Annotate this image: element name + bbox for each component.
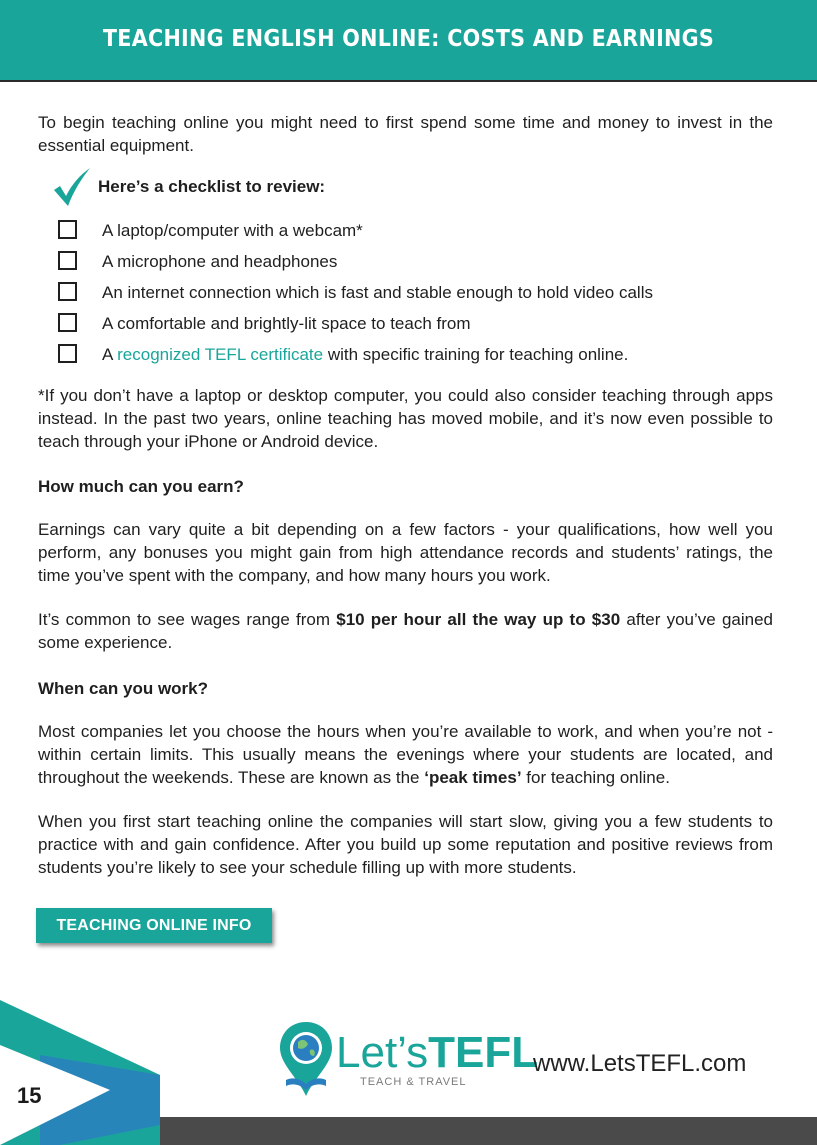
- logo-wordmark: [336, 1030, 538, 1076]
- footnote-paragraph: *If you don’t have a laptop or desktop computer, you could also consider teaching through apps instead. In the past two years, online teaching has moved mobile, and it’s now even possible to teach through your iPhone or Android device.: [38, 386, 773, 451]
- earn-p2-text: It’s common to see wages range from: [38, 610, 337, 629]
- empty-checkbox-icon[interactable]: [58, 313, 77, 332]
- earn-heading: How much can you earn?: [38, 477, 244, 496]
- earn-p2-tail: after you’ve gained some experience.: [38, 610, 773, 652]
- logo-tefl: TEFL: [428, 1028, 539, 1077]
- website-url[interactable]: www.LetsTEFL.com: [533, 1050, 747, 1077]
- page-header: [0, 0, 817, 82]
- empty-checkbox-icon[interactable]: [58, 344, 77, 363]
- earn-paragraph-1: Earnings can vary quite a bit depending on a few factors - your qualifications, how well you perform, any bonuses you might gain from high attendance records and students’ ratings, the time you’ve spent with the company, and how many hours you work.: [38, 520, 773, 585]
- work-p1-text: Most companies let you choose the hours when you’re available to work, and when you’re not - within certain limits. This usually means the evenings where your students are located, and throughout the weekends. These are known as the: [38, 722, 773, 787]
- empty-checkbox-icon[interactable]: [58, 251, 77, 270]
- logo-tagline: TEACH & TRAVEL: [360, 1076, 467, 1088]
- checklist-item-label: An internet connection which is fast and stable enough to hold video calls: [102, 283, 653, 302]
- checklist-title: Here’s a checklist to review:: [98, 177, 326, 196]
- empty-checkbox-icon[interactable]: [58, 220, 77, 239]
- page-number: 15: [17, 1083, 42, 1108]
- tefl-certificate-link[interactable]: recognized TEFL certificate: [117, 345, 324, 364]
- intro-paragraph: To begin teaching online you might need to first spend some time and money to invest in the essential equipment.: [38, 113, 773, 155]
- checklist-item-label: A microphone and headphones: [102, 252, 338, 271]
- globe-pin-book-icon: [276, 1018, 336, 1108]
- work-p1-tail: for teaching online.: [521, 768, 670, 787]
- empty-checkbox-icon[interactable]: [58, 282, 77, 301]
- earn-paragraph-2: [38, 608, 773, 654]
- checklist-item-prefix: A: [102, 345, 118, 364]
- checklist-item-label: [102, 343, 628, 366]
- checklist-item-label: A comfortable and brightly-lit space to teach from: [102, 314, 471, 333]
- checkmark-icon: [50, 166, 92, 208]
- page-title: TEACHING ENGLISH ONLINE: COSTS AND EARNINGS: [102, 26, 715, 52]
- wage-range: $10 per hour all the way up to $30: [336, 610, 621, 629]
- teaching-online-info-button[interactable]: TEACHING ONLINE INFO: [36, 908, 272, 943]
- corner-decoration: [0, 1000, 160, 1145]
- letstefl-logo: [276, 1018, 539, 1108]
- work-paragraph-2: When you first start teaching online the companies will start slow, giving you a few students to practice with and gain confidence. After you build up some reputation and positive reviews from students you’re likely to see your schedule filling up with more students.: [38, 812, 773, 877]
- logo-lets: Let’s: [336, 1028, 429, 1077]
- work-paragraph-1: [38, 720, 773, 789]
- peak-times: ‘peak times’: [424, 768, 522, 787]
- checklist-item-suffix: with specific training for teaching online.: [323, 345, 629, 364]
- work-heading: When can you work?: [38, 679, 209, 698]
- checklist-item-label: A laptop/computer with a webcam*: [102, 221, 363, 240]
